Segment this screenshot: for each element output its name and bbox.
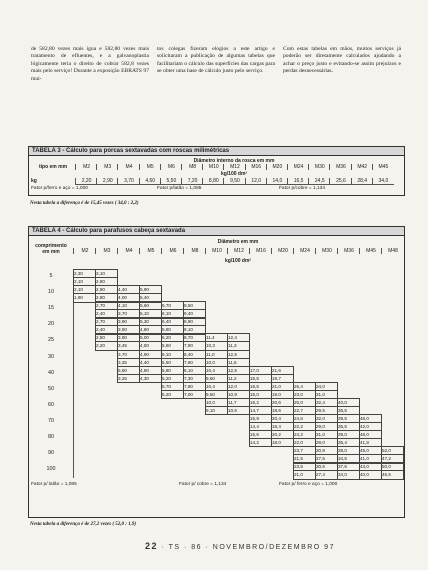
table-4-cell: 5,80 bbox=[161, 366, 184, 374]
table-4-cell: 3,10 bbox=[95, 269, 118, 277]
table-3-size-header: M4 bbox=[117, 164, 139, 170]
table-4-cell: 34,5 bbox=[337, 454, 360, 463]
table-4-cell: 2,40 bbox=[95, 325, 118, 334]
table-4-cell: 32,4 bbox=[315, 398, 338, 406]
table-3-value: 14,0 bbox=[266, 178, 288, 185]
table-4-header-span: Diâmetro em mm bbox=[217, 239, 259, 245]
table-4-size-header: M30 bbox=[315, 248, 338, 254]
table-4-cell: 7,80 bbox=[183, 382, 206, 390]
table-4-cell: 8,40 bbox=[183, 350, 206, 358]
table-3-size-header: M5 bbox=[139, 164, 161, 170]
table-4-cell: 12,5 bbox=[227, 350, 250, 358]
table-4-cell: 35,4 bbox=[337, 438, 360, 447]
table-4-cell: 10,3 bbox=[205, 341, 228, 350]
table-4-cell: 5,00 bbox=[139, 333, 162, 341]
table-3-size-header: M16 bbox=[245, 164, 267, 170]
table-3-footer-factor: Fator p/ferro e aço = 1,000 bbox=[31, 186, 88, 191]
table-4-length-label: 50 bbox=[48, 385, 54, 392]
table-4-cell: 8,10 bbox=[183, 325, 206, 334]
table-4-length-label: 25 bbox=[48, 337, 54, 344]
table-4-cell: 50,0 bbox=[381, 462, 404, 470]
table-4-cell: 6,10 bbox=[161, 309, 184, 318]
table-4-cell: 21,5 bbox=[293, 454, 316, 463]
table-4-cell: 43,0 bbox=[359, 462, 382, 470]
table-3-header-span: Diâmetro interno da rosca em mm bbox=[193, 158, 275, 164]
table-4-size-header: M2 bbox=[73, 248, 96, 254]
table-4-cell: 9,60 bbox=[205, 374, 228, 383]
table-4-cell: 5,20 bbox=[161, 390, 184, 399]
table-4-cell: 5,60 bbox=[161, 341, 184, 350]
table-4-cell: 27,4 bbox=[315, 470, 338, 479]
table-4-footer-factor: Fator p/ cobre = 1,134 bbox=[179, 482, 227, 488]
table-4-cell: 11,4 bbox=[205, 333, 228, 341]
table-4-size-header: M5 bbox=[139, 248, 162, 254]
table-3-value: 16,5 bbox=[287, 178, 309, 185]
table-4-cell: 4,30 bbox=[139, 374, 162, 383]
table-4-footer-factor: Fator p/ ferro e aço = 1,000 bbox=[279, 482, 338, 488]
table-4-size-header: M3 bbox=[95, 248, 118, 254]
table-3-size-header: M10 bbox=[202, 164, 224, 170]
table-4-cell: 2,20 bbox=[95, 341, 118, 350]
table-4-cell: 40,0 bbox=[359, 470, 382, 479]
table-4-cell: 2,10 bbox=[73, 285, 96, 293]
table-4-cell: 5,70 bbox=[161, 382, 184, 390]
table-4-cell: 2,80 bbox=[95, 293, 118, 302]
table-3-footer-factor: Fator p/cobre = 1,134 bbox=[279, 186, 325, 191]
table-4-cell: 12,5 bbox=[227, 366, 250, 374]
table-4-cell: 21,6 bbox=[271, 366, 294, 374]
table-4-cell: 7,60 bbox=[183, 358, 206, 367]
table-4-cell: 2,50 bbox=[95, 333, 118, 341]
table-4-cell: 2,30 bbox=[73, 269, 96, 277]
table-4-cell: 32,0 bbox=[315, 414, 338, 422]
table-4-cell: 45,0 bbox=[359, 446, 382, 454]
table-4-cell: 29,5 bbox=[315, 406, 338, 415]
table-4-cell: 21,0 bbox=[293, 470, 316, 479]
table-4-length-label: 10 bbox=[48, 289, 54, 296]
table-4-cell: 30,8 bbox=[315, 446, 338, 454]
table-4-cell: 10,9 bbox=[227, 390, 250, 399]
table-3-value: 3,70 bbox=[117, 178, 139, 185]
table-3-size-header: M2 bbox=[75, 164, 97, 170]
table-4-cell: 29,0 bbox=[315, 422, 338, 431]
paragraph: tos colegas fizeram elogios a este artigo e solicitaram a publicação de algumas tabelas que facilitariam o cálculo das superfícies das cargas para se obter uma base de cálculo justo pelo serviço. bbox=[157, 46, 275, 75]
table-4-cell: 30,6 bbox=[315, 462, 338, 470]
table-4-cell: 23,0 bbox=[293, 390, 316, 399]
table-4-cell: 37,6 bbox=[337, 462, 360, 470]
table-3-size-header: M20 bbox=[266, 164, 288, 170]
table-4-cell: 3,90 bbox=[117, 317, 140, 325]
table-4-cell: 4,40 bbox=[117, 285, 140, 293]
table-4-cell: 3,80 bbox=[117, 333, 140, 341]
table-4-cell: 15,0 bbox=[249, 390, 272, 399]
table-4-size-header: M6 bbox=[161, 248, 184, 254]
paragraph: de 582,80 vezes mais igua e 582,80 vezes mais tratamento de efluentes, e a galvanoplastia lógicamente teria o direito de cobrar 582,8 vezes mais pelo serviço! Durante a exposição EBRATS 97 mui- bbox=[31, 46, 149, 82]
table-4-cell: 2,80 bbox=[95, 277, 118, 286]
table-3-value: 2,90 bbox=[96, 178, 118, 185]
table-4-cell: 41,8 bbox=[359, 438, 382, 447]
table-4-cell: 18,6 bbox=[271, 406, 294, 415]
table-4-cell: 19,0 bbox=[271, 390, 294, 399]
table-4-cell: 20,6 bbox=[271, 398, 294, 406]
table-4-size-header: M45 bbox=[359, 248, 382, 254]
table-4-cell: 11,5 bbox=[227, 358, 250, 367]
table-4-cell: 42,0 bbox=[359, 422, 382, 431]
table-4-cell: 46,0 bbox=[359, 430, 382, 438]
table-4-cell: 11,7 bbox=[227, 398, 250, 406]
table-4-cell: 4,10 bbox=[117, 301, 140, 309]
table-3-value: 34,0 bbox=[372, 178, 394, 185]
table-3-value: 9,50 bbox=[223, 178, 245, 185]
table-4-length-label: 80 bbox=[48, 434, 54, 441]
table-3-title: TABELA 3 - Cálculo para porcas sextavadas com roscas milimétricas bbox=[29, 147, 404, 156]
table-4-size-header: M24 bbox=[293, 248, 316, 254]
table-4-length-label: 60 bbox=[48, 401, 54, 408]
table-4-size-header: M48 bbox=[381, 248, 404, 254]
table-4-cell: 2,70 bbox=[95, 317, 118, 325]
table-4-cell: 35,5 bbox=[337, 422, 360, 431]
table-4-cell: 10,4 bbox=[205, 382, 228, 390]
table-3 bbox=[28, 146, 405, 196]
table-4-cell: 6,70 bbox=[161, 301, 184, 309]
table-4-size-header: M20 bbox=[271, 248, 294, 254]
table-4-cell: 3,50 bbox=[117, 325, 140, 334]
table-4-cell: 19,7 bbox=[271, 374, 294, 383]
table-4-cell: 38,0 bbox=[337, 446, 360, 454]
table-4-cell: 52,0 bbox=[381, 446, 404, 454]
table-4-size-header: M8 bbox=[183, 248, 206, 254]
table-4-cell: 20,4 bbox=[271, 414, 294, 422]
table-4-length-label: 15 bbox=[48, 305, 54, 312]
table-3-size-header: M42 bbox=[351, 164, 373, 170]
table-4-length-label: 40 bbox=[48, 369, 54, 376]
table-4-title: TABELA 4 - Cálculo para parafusos cabeça sextavada bbox=[29, 227, 404, 236]
table-4-size-header: M16 bbox=[249, 248, 272, 254]
table-4 bbox=[28, 226, 405, 518]
table-4-note: Nesta tabela a diferença é de 27,2 vezes ( 52,0 : 1,9) bbox=[30, 522, 137, 527]
table-4-cell: 15,9 bbox=[249, 414, 272, 422]
table-4-cell: 5,10 bbox=[139, 309, 162, 318]
table-3-size-header: M24 bbox=[287, 164, 309, 170]
table-4-size-header: M12 bbox=[227, 248, 250, 254]
table-4-cell: 4,00 bbox=[117, 293, 140, 302]
table-4-cell: 34,0 bbox=[337, 470, 360, 479]
table-3-value: 28,4 bbox=[351, 178, 373, 185]
table-4-cell: 28,0 bbox=[315, 438, 338, 447]
table-4-cell: 7,00 bbox=[183, 390, 206, 399]
table-4-cell: 2,40 bbox=[95, 309, 118, 318]
table-4-cell: 21,0 bbox=[271, 382, 294, 390]
table-4-cell: 5,40 bbox=[139, 293, 162, 302]
table-4-cell: 25,4 bbox=[293, 382, 316, 390]
table-4-cell: 14,7 bbox=[249, 406, 272, 415]
table-3-value: 8,80 bbox=[202, 178, 224, 185]
page-number: 22 bbox=[145, 541, 159, 551]
page-footer-text: · TS · 86 · NOVEMBRO/DEZEMBRO 97 bbox=[161, 544, 335, 551]
table-4-cell: 8,70 bbox=[183, 333, 206, 341]
table-4-cell: 41,0 bbox=[359, 454, 382, 463]
paragraph: Com estas tabelas em mãos, muitos serviços já poderão ser diretamente calculados ajudando a achar o preço justo e evitando-se assim prejuízos e perdas desnecessárias. bbox=[283, 46, 401, 75]
page-footer bbox=[145, 541, 335, 551]
table-4-cell: 6,20 bbox=[161, 333, 184, 341]
table-4-cell: 6,10 bbox=[161, 350, 184, 358]
table-4-cell: 8,10 bbox=[183, 366, 206, 374]
table-4-cell: 8,90 bbox=[183, 317, 206, 325]
table-3-value: 12,0 bbox=[245, 178, 267, 185]
table-4-cell: 3,70 bbox=[117, 309, 140, 318]
table-4-cell: 16,5 bbox=[249, 382, 272, 390]
table-4-length-label: 5 bbox=[49, 273, 53, 280]
table-4-cell: 4,40 bbox=[139, 358, 162, 367]
table-4-cell: 40,0 bbox=[337, 398, 360, 406]
table-4-cell: 10,0 bbox=[205, 398, 228, 406]
table-4-cell: 15,6 bbox=[249, 430, 272, 438]
text-column-2 bbox=[157, 46, 275, 76]
table-4-length-label: 20 bbox=[48, 321, 54, 328]
table-4-cell: 36,5 bbox=[337, 406, 360, 415]
table-4-cell: 12,4 bbox=[227, 333, 250, 341]
table-3-size-header: M36 bbox=[329, 164, 351, 170]
table-3-note: Nesta tabela a diferença é de 15,45 vezes ( 34,0 : 2,2) bbox=[30, 201, 139, 206]
table-4-cell: 46,0 bbox=[359, 414, 382, 422]
table-4-cell: 4,50 bbox=[139, 341, 162, 350]
table-4-cell: 25,0 bbox=[293, 398, 316, 406]
table-4-cell: 3,35 bbox=[117, 358, 140, 367]
text-column-3 bbox=[283, 46, 401, 76]
table-4-cell: 11,3 bbox=[227, 341, 250, 350]
table-4-length-label: 70 bbox=[48, 417, 54, 424]
table-3-unit: kg/100 dm² bbox=[220, 171, 248, 177]
table-4-cell: 27,6 bbox=[315, 454, 338, 463]
table-4-cell: 24,2 bbox=[293, 430, 316, 438]
table-4-cell: 3,25 bbox=[117, 374, 140, 383]
table-4-cell: 9,40 bbox=[183, 309, 206, 318]
table-4-length-label: 100 bbox=[46, 466, 56, 473]
table-4-size-header: M4 bbox=[117, 248, 140, 254]
table-3-value: 24,5 bbox=[308, 178, 330, 185]
table-4-cell: 5,90 bbox=[139, 285, 162, 293]
text-column-1 bbox=[31, 46, 149, 83]
table-4-cell: 45,5 bbox=[381, 470, 404, 479]
table-4-cell: 4,80 bbox=[139, 366, 162, 374]
table-4-cell: 5,80 bbox=[161, 325, 184, 334]
table-3-row-label-type: tipo em mm bbox=[38, 164, 68, 170]
table-4-size-header: M10 bbox=[205, 248, 228, 254]
table-4-cell: 18,0 bbox=[271, 438, 294, 447]
table-3-value: 4,60 bbox=[139, 178, 161, 185]
table-4-cell: 5,30 bbox=[139, 317, 162, 325]
table-4-length-label: 90 bbox=[48, 450, 54, 457]
table-4-cell: 23,7 bbox=[293, 446, 316, 454]
table-4-cell: 9,50 bbox=[205, 390, 228, 399]
table-4-cell: 11,0 bbox=[205, 350, 228, 358]
table-4-size-header: M36 bbox=[337, 248, 360, 254]
table-4-cell: 2,90 bbox=[95, 285, 118, 293]
table-4-cell: 14,4 bbox=[249, 422, 272, 431]
table-3-footer-factor: Fator p/latão = 1,085 bbox=[157, 186, 202, 191]
table-4-cell: 6,40 bbox=[161, 317, 184, 325]
table-3-size-header: M30 bbox=[308, 164, 330, 170]
table-3-size-header: M6 bbox=[160, 164, 182, 170]
table-3-size-header: M3 bbox=[96, 164, 118, 170]
table-4-cell: 10,4 bbox=[205, 366, 228, 374]
table-3-size-header: M8 bbox=[181, 164, 203, 170]
table-4-cell: 5,60 bbox=[117, 366, 140, 374]
table-4-cell: 12,0 bbox=[227, 382, 250, 390]
table-4-cell: 5,60 bbox=[139, 301, 162, 309]
table-4-cell: 22,2 bbox=[293, 422, 316, 431]
table-4-cell: 39,5 bbox=[337, 414, 360, 422]
table-4-cell: 2,70 bbox=[95, 301, 118, 309]
table-4-cell: 39,0 bbox=[337, 430, 360, 438]
table-4-cell: 34,0 bbox=[315, 382, 338, 390]
table-4-cell: 31,0 bbox=[315, 430, 338, 438]
table-4-cell: 22,7 bbox=[293, 406, 316, 415]
table-3-value: 2,20 bbox=[75, 178, 97, 185]
table-3-size-header: M45 bbox=[372, 164, 394, 170]
table-4-cell: 16,2 bbox=[249, 398, 272, 406]
table-4-cell: 7,90 bbox=[183, 341, 206, 350]
table-3-row-label-kg: kg bbox=[31, 178, 37, 184]
table-4-row-label: comprimento em mm bbox=[35, 243, 67, 255]
table-4-cell: 31,0 bbox=[315, 390, 338, 399]
table-3-value: 7,20 bbox=[181, 178, 203, 185]
table-4-cell: 10,0 bbox=[205, 358, 228, 367]
table-4-unit: kg/100 dm² bbox=[224, 258, 252, 264]
table-4-cell: 5,20 bbox=[161, 374, 184, 383]
table-4-cell: 47,2 bbox=[381, 454, 404, 463]
table-4-cell: 3,45 bbox=[117, 341, 140, 350]
table-4-cell: 14,2 bbox=[249, 438, 272, 447]
table-4-cell: 2,10 bbox=[73, 277, 96, 286]
table-4-footer-factor: Fator p/ latão = 1,085 bbox=[31, 482, 77, 488]
table-4-cell: 17,0 bbox=[249, 366, 272, 374]
table-4-cell: 3,70 bbox=[117, 350, 140, 358]
table-3-value: 5,50 bbox=[160, 178, 182, 185]
table-4-cell: 11,2 bbox=[227, 374, 250, 383]
table-4-cell: 22,0 bbox=[293, 438, 316, 447]
table-4-cell: 4,80 bbox=[139, 325, 162, 334]
table-4-cell: 18,4 bbox=[271, 422, 294, 431]
table-4-cell: 1,90 bbox=[73, 293, 96, 302]
table-4-cell: 9,50 bbox=[183, 301, 206, 309]
table-4-cell: 23,5 bbox=[293, 462, 316, 470]
table-4-cell: 7,30 bbox=[183, 374, 206, 383]
table-3-value: 25,6 bbox=[329, 178, 351, 185]
table-4-cell: 15,5 bbox=[249, 374, 272, 383]
table-4-cell: 9,10 bbox=[205, 406, 228, 415]
table-3-size-header: M12 bbox=[223, 164, 245, 170]
table-4-cell: 24,6 bbox=[293, 414, 316, 422]
table-4-cell: 4,90 bbox=[139, 350, 162, 358]
table-4-length-label: 30 bbox=[48, 353, 54, 360]
table-4-cell: 20,2 bbox=[271, 430, 294, 438]
table-4-cell: 5,50 bbox=[161, 358, 184, 367]
table-4-cell: 10,6 bbox=[227, 406, 250, 415]
